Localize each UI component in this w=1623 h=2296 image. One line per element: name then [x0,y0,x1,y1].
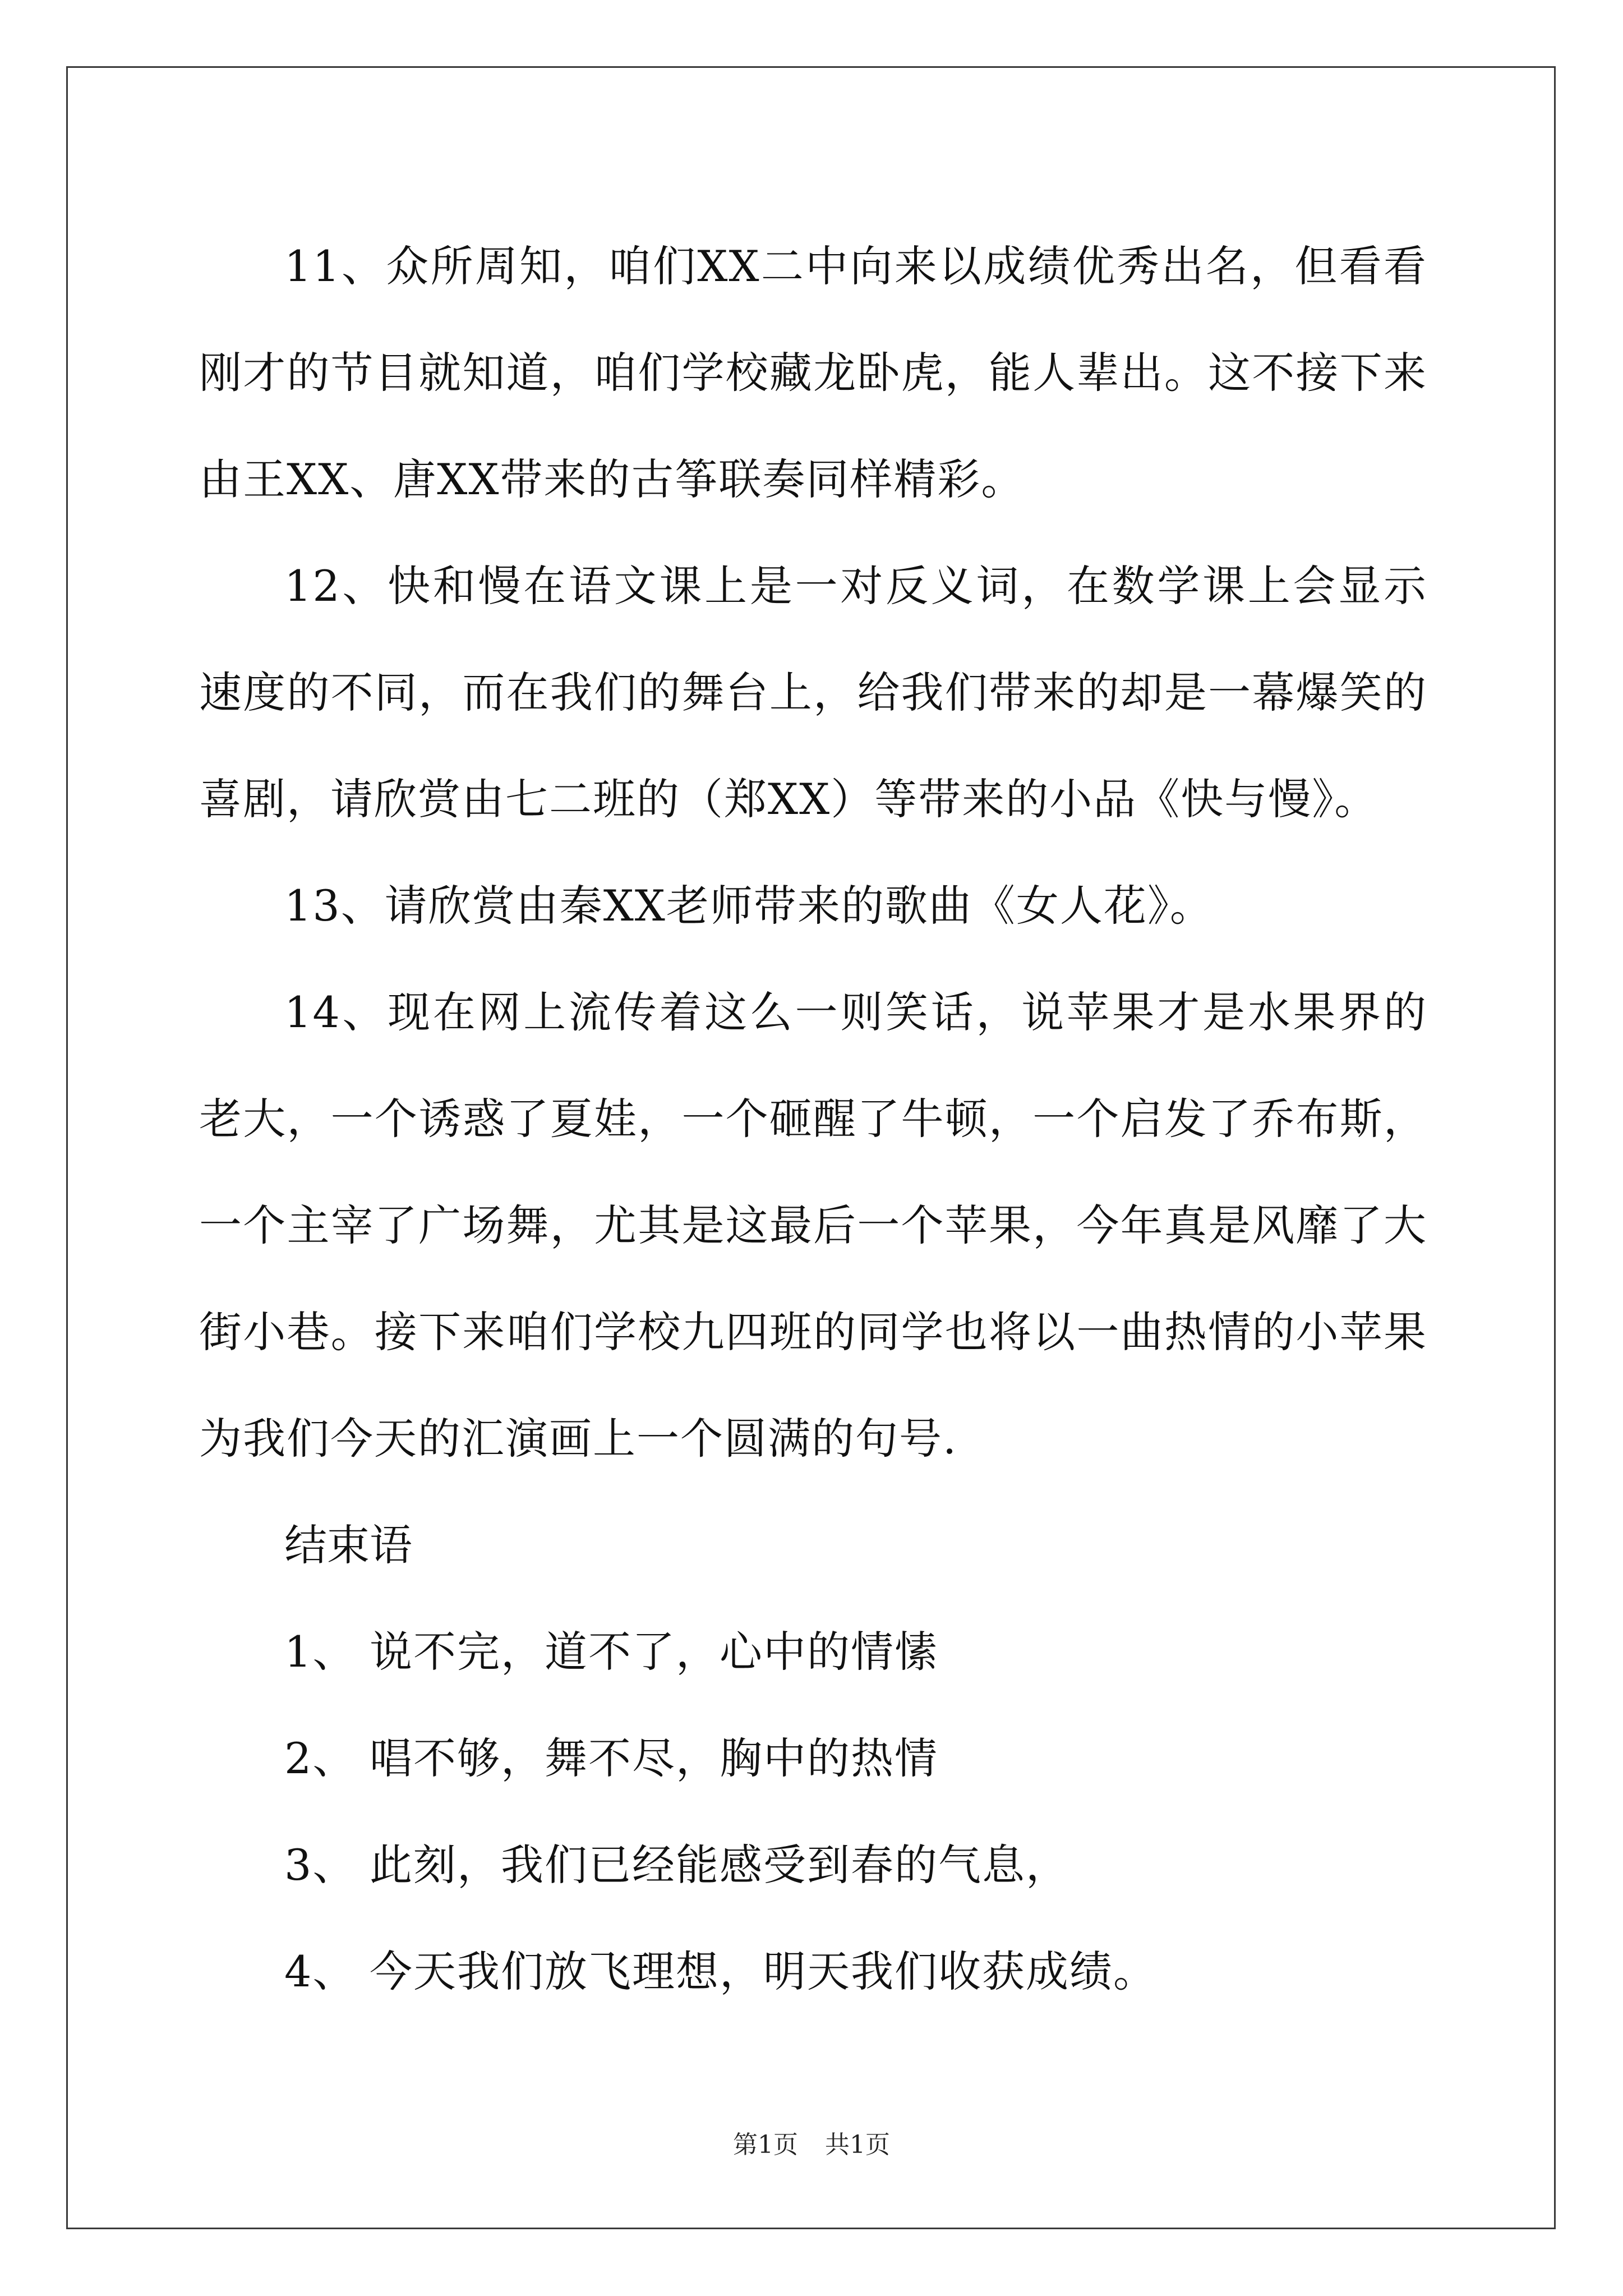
document-body [199,213,1427,2025]
closing-heading: 结束语 [284,1520,412,1570]
closing-item-number: 2、 [284,1733,357,1783]
closing-item-text: 说不完，道不了，心中的情愫 [370,1627,938,1677]
closing-item-number: 3、 [284,1840,357,1890]
closing-item-2 [199,1705,1427,1812]
page-footer [0,2128,1623,2162]
closing-item-number: 1、 [284,1627,357,1677]
closing-item-text: 今天我们放飞理想，明天我们收获成绩。 [370,1947,1157,1996]
closing-item-1 [199,1599,1427,1705]
closing-item-text: 唱不够，舞不尽，胸中的热情 [370,1733,938,1783]
paragraph-14: 14、现在网上流传着这么一则笑话，说苹果才是水果界的老大，一个诱惑了夏娃，一个砸醒了牛顿，一个启发了乔布斯，一个主宰了广场舞，尤其是这最后一个苹果，今年真是风靡了大街小巷。接下来咱们学校九四班的同学也将以一曲热情的小苹果为我们今天的汇演画上一个圆满的句号. [199,987,1427,1464]
closing-item-4 [199,1918,1427,2025]
paragraph-13: 13、请欣赏由秦XX老师带来的歌曲《女人花》。 [284,881,1214,931]
paragraph-12: 12、快和慢在语文课上是一对反义词，在数学课上会显示速度的不同，而在我们的舞台上，给我们带来的却是一幕爆笑的喜剧，请欣赏由七二班的（郑XX）等带来的小品《快与慢》。 [199,561,1427,824]
closing-item-text: 此刻，我们已经能感受到春的气息， [370,1840,1069,1890]
closing-item-3 [199,1812,1427,1918]
paragraph-11: 11、众所周知，咱们XX二中向来以成绩优秀出名，但看看刚才的节目就知道，咱们学校藏龙卧虎，能人辈出。这不接下来由王XX、唐XX带来的古筝联奏同样精彩。 [199,241,1427,504]
page-number-total: 共1页 [825,2131,890,2159]
page-number-current: 第1页 [733,2131,798,2159]
closing-item-number: 4、 [284,1947,357,1996]
